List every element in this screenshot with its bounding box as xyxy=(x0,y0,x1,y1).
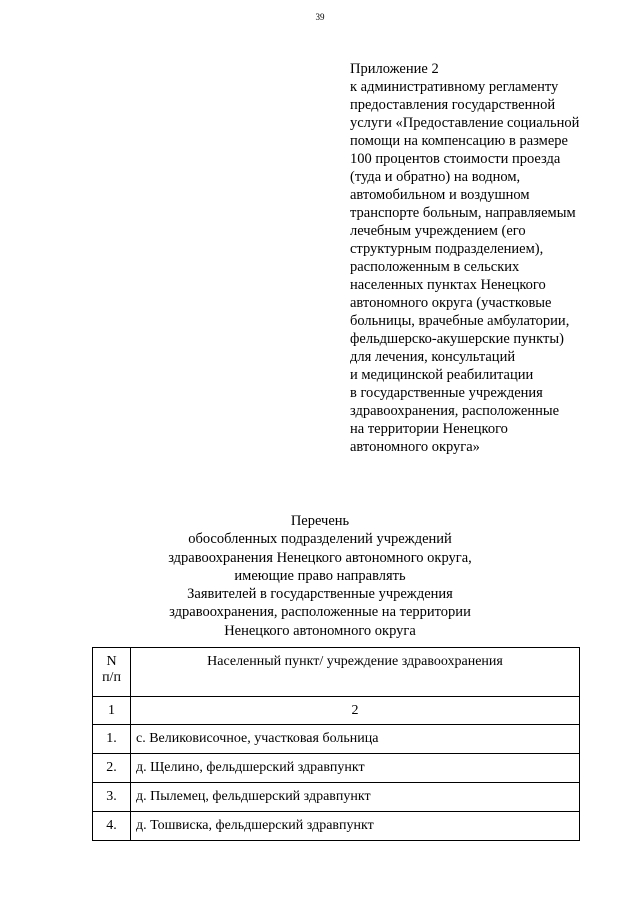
appendix-line: расположенным в сельских xyxy=(350,259,520,275)
appendix-line: в государственные учреждения xyxy=(350,385,543,401)
list-title-line: здравоохранения Ненецкого автономного округа, xyxy=(168,549,472,566)
list-title xyxy=(0,512,640,640)
list-title-line: Перечень xyxy=(290,513,350,529)
list-title-line: здравоохранения, расположенные на территории xyxy=(169,604,471,621)
table-row xyxy=(93,812,580,841)
table-row xyxy=(93,754,580,783)
list-title-line: обособленных подразделений учреждений xyxy=(188,531,452,548)
row-institution: с. Великовисочное, участковая больница xyxy=(131,725,580,754)
appendix-line: лечебным учреждением (его xyxy=(350,223,526,239)
list-title-line: имеющие право направлять xyxy=(234,567,406,584)
appendix-block xyxy=(350,60,600,456)
appendix-line: предоставления государственной xyxy=(350,97,556,113)
column-index-name: 2 xyxy=(131,697,580,725)
appendix-line: автономного округа (участковые xyxy=(350,295,552,311)
row-number: 3. xyxy=(93,783,131,812)
column-index-num: 1 xyxy=(93,697,131,725)
appendix-line: населенных пунктах Ненецкого xyxy=(350,277,546,293)
row-institution: д. Тошвиска, фельдшерский здравпункт xyxy=(131,812,580,841)
row-institution: д. Щелино, фельдшерский здравпункт xyxy=(131,754,580,783)
header-num-cell xyxy=(93,648,131,697)
appendix-line: автономного округа» xyxy=(350,439,480,455)
list-title-line: Заявителей в государственные учреждения xyxy=(187,586,453,603)
appendix-line: здравоохранения, расположенные xyxy=(350,403,560,419)
row-number: 1. xyxy=(93,725,131,754)
row-number: 4. xyxy=(93,812,131,841)
appendix-line: 100 процентов стоимости проезда xyxy=(350,151,561,167)
appendix-line: для лечения, консультаций xyxy=(350,349,516,365)
row-number: 2. xyxy=(93,754,131,783)
header-num-label: N xyxy=(106,654,117,669)
row-institution: д. Пылемец, фельдшерский здравпункт xyxy=(131,783,580,812)
appendix-line: фельдшерско-акушерские пункты) xyxy=(350,331,564,347)
appendix-line: услуги «Предоставление социальной xyxy=(350,115,580,131)
appendix-line: структурным подразделением), xyxy=(350,241,544,257)
list-title-line: Ненецкого автономного округа xyxy=(224,622,416,639)
appendix-line: автомобильном и воздушном xyxy=(350,187,530,203)
table-row xyxy=(93,725,580,754)
table-row xyxy=(93,783,580,812)
appendix-line: помощи на компенсацию в размере xyxy=(350,133,568,149)
column-index-row xyxy=(93,697,580,725)
appendix-line: (туда и обратно) на водном, xyxy=(350,169,521,185)
header-name-cell: Населенный пункт/ учреждение здравоохранения xyxy=(131,648,580,697)
appendix-line: транспорте больным, направляемым xyxy=(350,205,576,221)
appendix-line: и медицинской реабилитации xyxy=(350,367,534,383)
appendix-line: к административному регламенту xyxy=(350,79,559,95)
appendix-line: больницы, врачебные амбулатории, xyxy=(350,313,570,329)
page-number: 39 xyxy=(315,12,325,22)
header-num-sublabel: п/п xyxy=(102,670,121,685)
appendix-line: на территории Ненецкого xyxy=(350,421,508,437)
appendix-line: Приложение 2 xyxy=(350,61,439,77)
table-header-row xyxy=(93,648,580,697)
institutions-table xyxy=(92,647,580,841)
